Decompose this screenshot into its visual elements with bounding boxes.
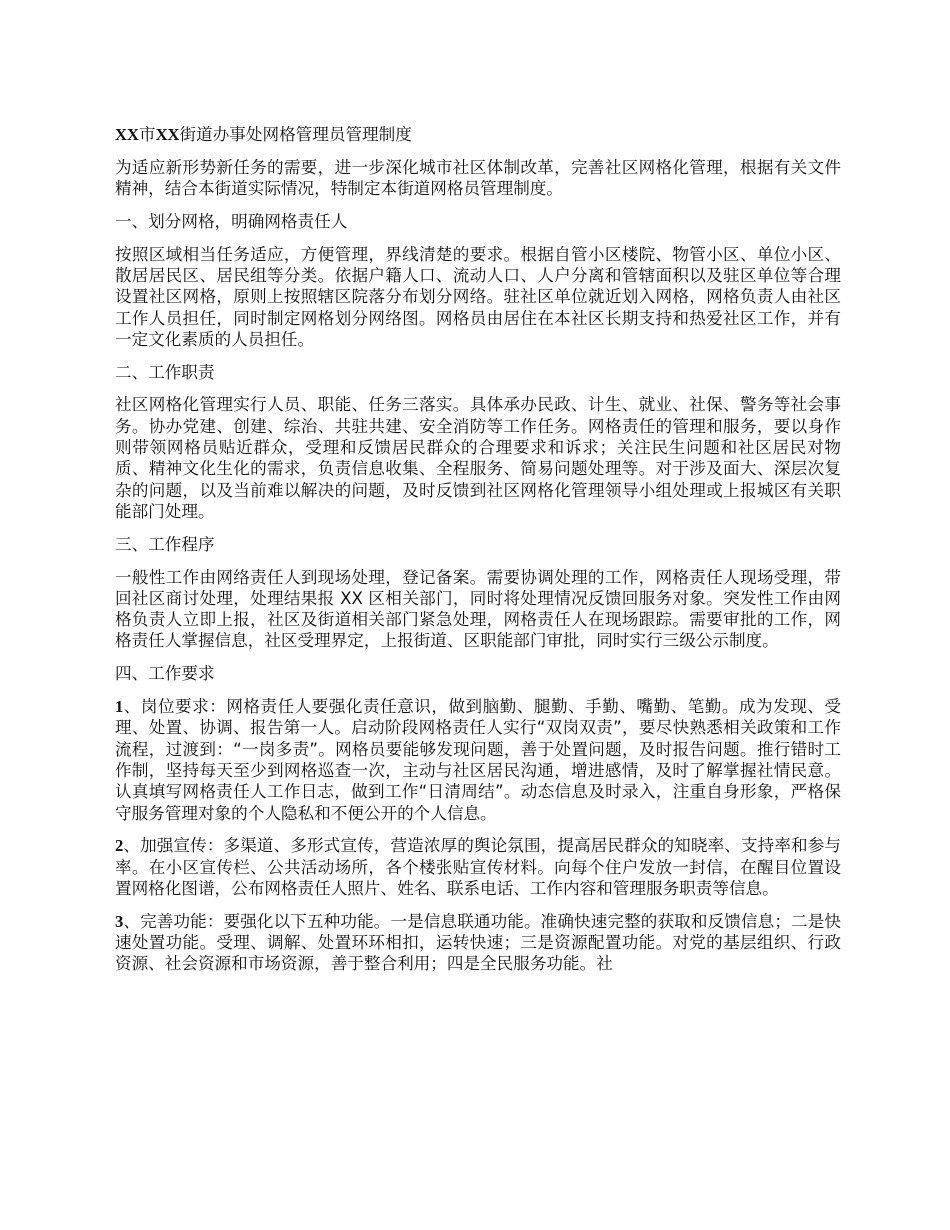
intro-paragraph: 为适应新形势新任务的需要，进一步深化城市社区体制改革，完善社区网格化管理，根据有关文件精神，结合本街道实际情况，特制定本街道网格员管理制度。 bbox=[115, 157, 841, 199]
section-heading-4: 四、工作要求 bbox=[115, 664, 215, 684]
section-body-1: 按照区域相当任务适应，方便管理，界线清楚的要求。根据自管小区楼院、物管小区、单位小区、散居居民区、居民组等分类。依据户籍人口、流动人口、人户分离和管辖面积以及驻区单位等合理设置社区网格，原则上按照辖区院落分布划分网络。驻社区单位就近划入网格，网格负责人由社区工作人员担任，同时制定网格划分网络图。网格员由居住在本社区长期支持和热爱社区工作，并有一定文化素质的人员担任。 bbox=[115, 244, 841, 349]
section-heading-1: 一、划分网格，明确网格责任人 bbox=[115, 211, 348, 231]
section-body-2: 社区网格化管理实行人员、职能、任务三落实。具体承办民政、计生、就业、社保、警务等社会事务。协办党建、创建、综治、共驻共建、安全消防等工作任务。网格责任的管理和服务，要以身作则带领网格员贴近群众，受理和反馈居民群众的合理要求和诉求；关注民生问题和社区居民对物质、精神文化生化的需求，负责信息收集、全程服务、简易问题处理等。对于涉及面大、深层次复杂的问题，以及当前难以解决的问题，及时反馈到社区网格化管理领导小组处理或上报城区有关职能部门处理。 bbox=[115, 395, 841, 521]
requirement-number-2: 2 bbox=[115, 836, 124, 856]
requirement-text-3: 、完善功能：要强化以下五种功能。一是信息联通功能。准确快速完整的获取和反馈信息；二是快速处置功能。受理、调解、处置环环相扣，运转快速；三是资源配置功能。对党的基层组织、行政资源、社会资源和市场资源，善于整合利用；四是全民服务功能。社 bbox=[115, 911, 841, 974]
title-city-code: XX bbox=[115, 125, 139, 144]
title-rest: 街道办事处网格管理员管理制度 bbox=[179, 125, 412, 144]
requirement-item-1 bbox=[115, 696, 841, 824]
requirement-number-1: 1 bbox=[115, 697, 124, 717]
title-street-code: XX bbox=[155, 125, 180, 144]
section-heading-3: 三、工作程序 bbox=[115, 534, 215, 554]
document-title bbox=[115, 124, 841, 145]
requirement-number-3: 3 bbox=[115, 911, 124, 931]
document-page bbox=[115, 124, 841, 986]
section-body-3: 一般性工作由网络责任人到现场处理，登记备案。需要协调处理的工作，网格责任人现场受理，带回社区商讨处理，处理结果报 XX 区相关部门，同时将处理情况反馈回服务对象。突发性工作由网格负责人立即上报，社区及街道相关部门紧急处理，网格责任人在现场跟踪。需要审批的工作，网格责任人掌握信息，社区受理界定，上报街道、区职能部门审批，同时实行三级公示制度。 bbox=[115, 567, 841, 651]
requirement-text-1: 、岗位要求：网格责任人要强化责任意识，做到脑勤、腿勤、手勤、嘴勤、笔勤。成为发现、受理、处置、协调、报告第一人。启动阶段网格责任人实行“双岗双责”，要尽快熟悉相关政策和工作流程，过渡到：“一岗多责”。网格员要能够发现问题，善于处置问题，及时报告问题。推行错时工作制，坚持每天至少到网格巡查一次，主动与社区居民沟通，增进感情，及时了解掌握社情民意。认真填写网格责任人工作日志，做到工作“日清周结”。动态信息及时录入，注重自身形象，严格保守服务管理对象的个人隐私和不便公开的个人信息。 bbox=[115, 697, 841, 823]
requirement-text-2: 、加强宣传：多渠道、多形式宣传，营造浓厚的舆论氛围，提高居民群众的知晓率、支持率和参与率。在小区宣传栏、公共活动场所，各个楼张贴宣传材料。向每个住户发放一封信，在醒目位置设置网格化图谱，公布网格责任人照片、姓名、联系电话、工作内容和管理服务职责等信息。 bbox=[115, 836, 841, 898]
requirement-item-2 bbox=[115, 835, 841, 899]
title-city-char: 市 bbox=[138, 125, 156, 144]
requirement-item-3 bbox=[115, 911, 841, 975]
section-heading-2: 二、工作职责 bbox=[115, 362, 215, 382]
